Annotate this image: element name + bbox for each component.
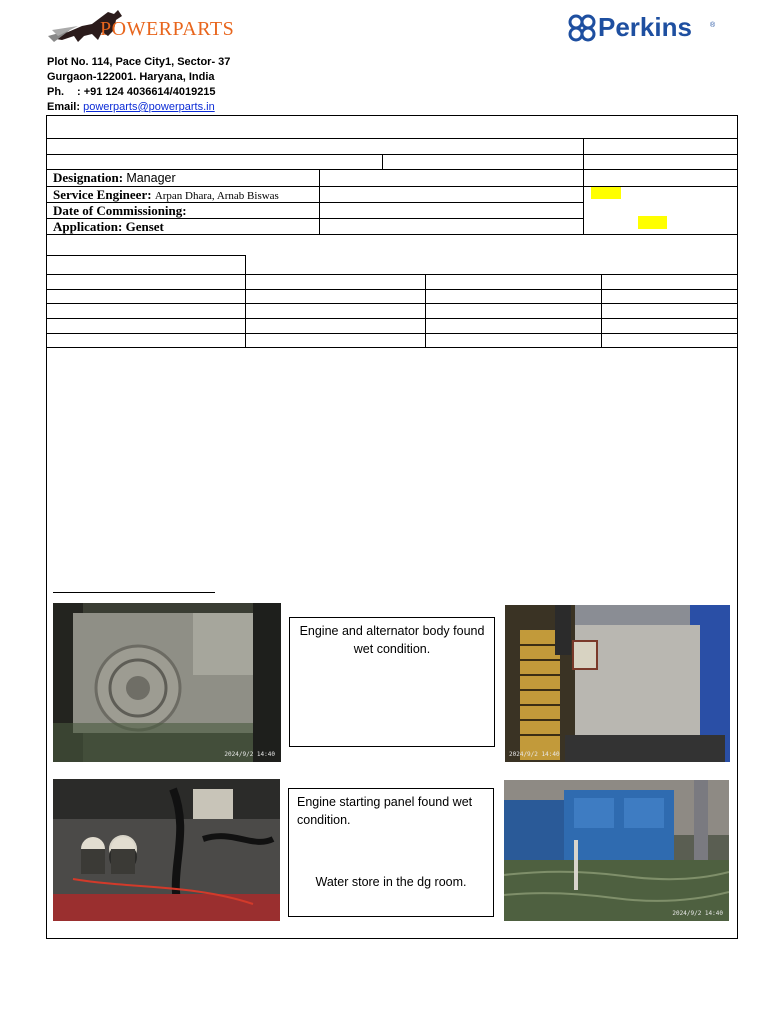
- application-row: [53, 219, 164, 235]
- photo-timestamp: 2024/9/2 14:40: [509, 751, 560, 758]
- note-box-2: [288, 788, 494, 917]
- perkins-logo: [568, 12, 728, 46]
- note-box-1: [289, 617, 495, 747]
- photo-flooded-room: [504, 780, 729, 921]
- email-link[interactable]: powerparts@powerparts.in: [83, 101, 215, 113]
- service-engineer-row: [53, 187, 279, 203]
- photo-engine-panel: [53, 779, 280, 921]
- phone-line: [47, 85, 216, 100]
- photo-alternator-cover: [53, 603, 281, 762]
- email-label: Email:: [47, 101, 81, 113]
- phone-value: : +91 124 4036614/4019215: [77, 86, 216, 98]
- address-line-1: Plot No. 114, Pace City1, Sector- 37: [47, 56, 231, 68]
- designation-value: Manager: [126, 171, 176, 185]
- note-text-1: Engine and alternator body found wet condition.: [299, 624, 485, 656]
- note-text-3: Water store in the dg room.: [315, 875, 467, 889]
- powerparts-logo: [48, 8, 238, 48]
- email-line: [47, 100, 215, 115]
- perkins-logo-text: Perkins: [598, 12, 692, 42]
- highlight-mark: [638, 216, 667, 229]
- address-line-2: Gurgaon-122001. Haryana, India: [47, 71, 215, 83]
- photo-timestamp: 2024/9/2 14:40: [672, 910, 723, 917]
- phone-label: Ph.: [47, 86, 65, 98]
- designation-row: [53, 170, 176, 186]
- photo-timestamp: 2024/9/2 14:40: [224, 751, 275, 758]
- service-engineer-value: Arpan Dhara, Arnab Biswas: [154, 190, 279, 202]
- note-text-2: Engine starting panel found wet condition.: [297, 795, 473, 827]
- service-engineer-label: Service Engineer:: [53, 187, 152, 202]
- application-label: Application:: [53, 219, 123, 234]
- application-value: Genset: [125, 219, 164, 234]
- designation-label: Designation:: [53, 170, 124, 185]
- photo-alternator-side: [505, 605, 730, 762]
- registered-icon: ®: [710, 22, 716, 29]
- commissioning-label: Date of Commissioning:: [53, 203, 187, 218]
- section-underline: [53, 592, 215, 593]
- highlight-mark: [591, 187, 621, 199]
- powerparts-logo-text: POWERPARTS: [100, 18, 235, 40]
